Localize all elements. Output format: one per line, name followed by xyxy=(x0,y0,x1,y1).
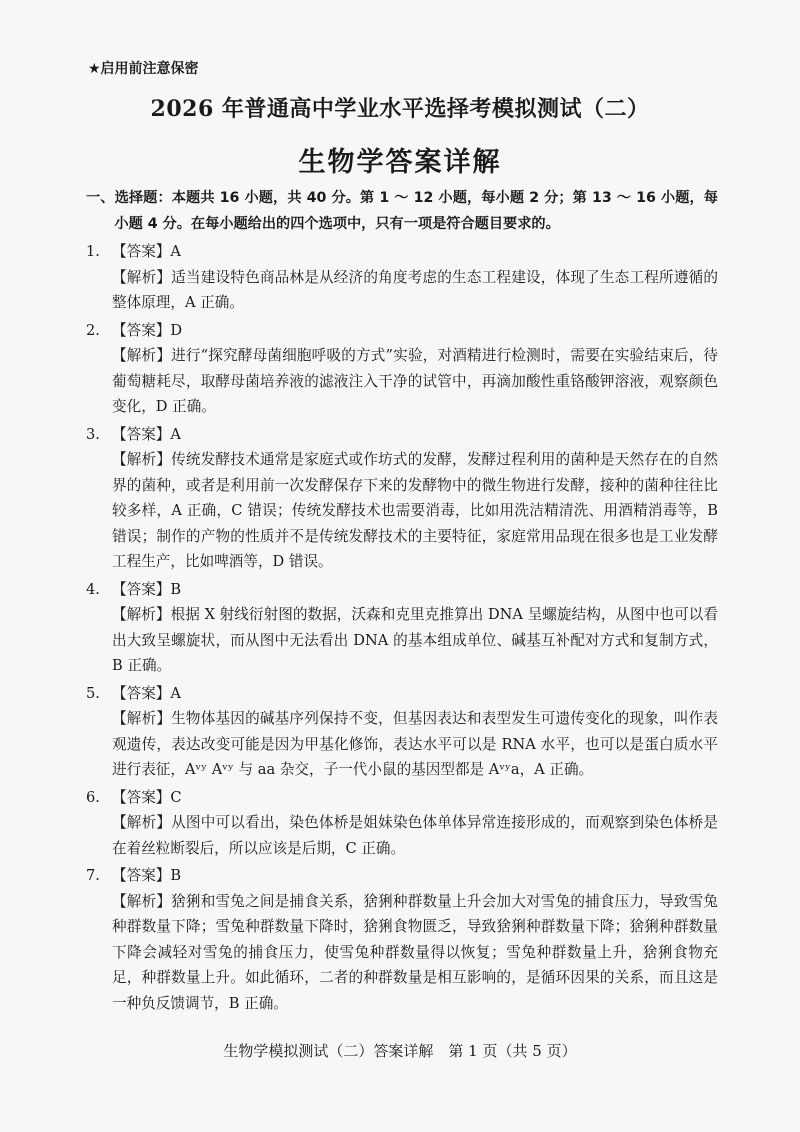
answer-label: 【答案】B xyxy=(112,867,182,884)
question-number: 3. xyxy=(86,425,100,443)
answer-label: 【答案】A xyxy=(112,684,181,702)
question-number: 7. xyxy=(86,867,100,884)
question-number: 2. xyxy=(86,321,100,339)
explanation: 【解析】生物体基因的碱基序列保持不变，但基因表达和表型发生可遗传变化的现象，叫作表观遗传，表达改变可能是因为甲基化修饰，表达水平可以是 RNA 水平，也可以是蛋白质水平进行表征，Aᵛʸ Aᵛʸ 与 aa 杂交，子一代小鼠的基因型都是 Aᵛʸa，A 正确。 xyxy=(112,710,718,778)
page-footer: 生物学模拟测试（二）答案详解 第 1 页（共 5 页） xyxy=(223,1042,577,1060)
question-7 xyxy=(86,863,718,1016)
question-4 xyxy=(86,577,718,679)
question-number: 4. xyxy=(86,580,100,598)
question-6 xyxy=(86,785,718,862)
answer-content xyxy=(86,186,718,1016)
answer-label: 【答案】D xyxy=(112,321,183,339)
question-number: 6. xyxy=(86,788,100,806)
question-5 xyxy=(86,681,718,783)
answer-label: 【答案】A xyxy=(112,425,181,443)
explanation: 【解析】根据 X 射线衍射图的数据，沃森和克里克推算出 DNA 呈螺旋结构，从图中也可以看出大致呈螺旋状，而从图中无法看出 DNA 的基本组成单位、碱基互补配对方式和复制方式，B 正确。 xyxy=(112,606,718,674)
section-heading: 一、选择题：本题共 16 小题，共 40 分。第 1 ～ 12 小题，每小题 2 分；第 13 ～ 16 小题，每小题 4 分。在每小题给出的四个选项中，只有一项是符合题目要求的。 xyxy=(86,190,718,232)
question-number: 5. xyxy=(86,684,100,702)
explanation: 【解析】从图中可以看出，染色体桥是姐妹染色体单体异常连接形成的，而观察到染色体桥是在着丝粒断裂后，所以应该是后期，C 正确。 xyxy=(112,814,718,857)
document-subtitle: 生物学答案详解 xyxy=(298,147,502,178)
answer-label: 【答案】C xyxy=(112,788,182,806)
exam-title: 2026 年普通高中学业水平选择考模拟测试（二） xyxy=(150,96,650,122)
explanation: 【解析】进行“探究酵母菌细胞呼吸的方式”实验，对酒精进行检测时，需要在实验结束后，待葡萄糖耗尽，取酵母菌培养液的滤液注入干净的试管中，再滴加酸性重铬酸钾溶液，观察颜色变化，D 正确。 xyxy=(112,347,718,415)
question-3 xyxy=(86,422,718,575)
confidential-notice: ★启用前注意保密 xyxy=(88,61,199,77)
answer-label: 【答案】B xyxy=(112,580,182,598)
explanation: 【解析】猞猁和雪兔之间是捕食关系，猞猁种群数量上升会加大对雪兔的捕食压力，导致雪兔种群数量下降；雪兔种群数量下降时，猞猁食物匮乏，导致猞猁种群数量下降；猞猁种群数量下降会减轻对雪兔的捕食压力，使雪兔种群数量得以恢复；雪兔种群数量上升，猞猁食物充足，种群数量上升。如此循环，二者的种群数量是相互影响的，是循环因果的关系，而且这是一种负反馈调节，B 正确。 xyxy=(112,892,718,1012)
explanation: 【解析】适当建设特色商品林是从经济的角度考虑的生态工程建设，体现了生态工程所遵循的整体原理，A 正确。 xyxy=(112,268,718,311)
question-number: 1. xyxy=(86,243,100,260)
explanation: 【解析】传统发酵技术通常是家庭式或作坊式的发酵，发酵过程利用的菌种是天然存在的自然界的菌种，或者是利用前一次发酵保存下来的发酵物中的微生物进行发酵，接种的菌种往往比较多样，A 正确，C 错误；传统发酵技术也需要消毒，比如用洗洁精清洗、用酒精消毒等，B 错误；制作的产物的性质并不是传统发酵技术的主要特征，家庭常用品现在很多也是工业发酵工程生产，比如啤酒等，D 错误。 xyxy=(112,451,718,570)
answer-label: 【答案】A xyxy=(112,243,181,260)
question-2 xyxy=(86,318,718,420)
question-1 xyxy=(86,239,718,316)
